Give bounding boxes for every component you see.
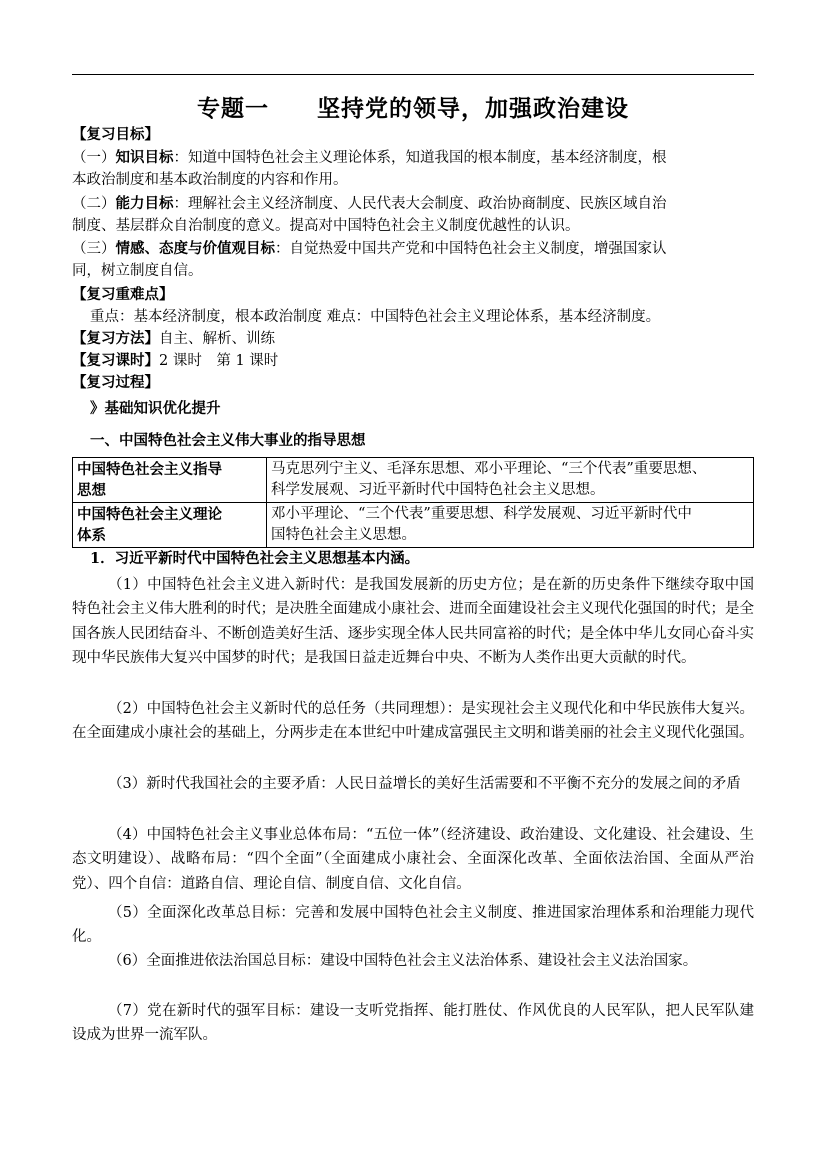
objective-1-cont: 本政治制度和基本政治制度的内容和作用。 [72,172,348,188]
objective-label: 情感、态度与价值观目标 [115,240,275,257]
paragraph-7: （7）党在新时代的强军目标：建设一支听党指挥、能打胜仗、作风优良的人民军队，把人民军队建设成为世界一流军队。 [72,1003,754,1044]
objective-2-cont: 制度、基层群众自治制度的意义。提高对中国特色社会主义制度优越性的认识。 [72,218,580,234]
key-points-heading: 【复习重难点】 [72,286,174,303]
objective-prefix: （二） [72,196,116,212]
objective-label: 知识目标 [115,149,174,166]
paragraph-5: （5）全面深化改革总目标：完善和发展中国特色社会主义制度、推进国家治理体系和治理能力现代化。 [72,905,754,946]
objective-3-cont: 同，树立制度自信。 [72,263,203,279]
objective-prefix: （三） [72,241,116,257]
objective-text: 知道中国特色社会主义理论体系，知道我国的根本制度，基本经济制度，根 [188,150,667,166]
hours-heading: 【复习课时】 [72,352,159,369]
paragraph-4: （4）中国特色社会主义事业总体布局：“五位一体”（经济建设、政治建设、文化建设、社会建设、生态文明建设）、战略布局：“四个全面”（全面建成小康社会、全面深化改革、全面依法治国、全面从严治党）、四个自信：道路自信、理论自信、制度自信、文化自信。 [72,827,754,892]
objective-3: （三）情感、态度与价值观目标：自觉热爱中国共产党和中国特色社会主义制度，增强国家认 [72,240,667,257]
content-subheading: 1．习近平新时代中国特色社会主义思想基本内涵。 [90,550,420,567]
objectives-heading: 【复习目标】 [72,126,159,143]
header-rule [72,74,754,75]
process-heading: 【复习过程】 [72,374,159,391]
objective-text: 自觉热爱中国共产党和中国特色社会主义制度，增强国家认 [289,241,667,257]
guiding-thought-table [72,457,754,548]
basic-section-heading: 》基础知识优化提升 [90,400,221,417]
objective-label: 能力目标 [115,195,174,212]
paragraph-2: （2）中国特色社会主义新时代的总任务（共同理想）：是实现社会主义现代化和中华民族伟大复兴。在全面建成小康社会的基础上，分两步走在本世纪中叶建成富强民主文明和谐美丽的社会主义现代化强国。 [72,701,754,742]
method-text: 自主、解析、训练 [159,331,275,347]
paragraph-3: （3）新时代我国社会的主要矛盾：人民日益增长的美好生活需要和不平衡不充分的发展之间的矛盾 [108,776,741,792]
key-points-text: 重点：基本经济制度，根本政治制度 难点：中国特色社会主义理论体系，基本经济制度。 [90,309,661,325]
section-one-heading: 一、中国特色社会主义伟大事业的指导思想 [90,432,366,449]
method-heading: 【复习方法】 [72,330,159,347]
objective-text: 理解社会主义经济制度、人民代表大会制度、政治协商制度、民族区域自治 [188,196,667,212]
paragraph-1: （1）中国特色社会主义进入新时代：是我国发展新的历史方位；是在新的历史条件下继续夺取中国特色社会主义伟大胜利的时代；是决胜全面建成小康社会、进而全面建设社会主义现代化强国的时代；是全国各族人民团结奋斗、不断创造美好生活、逐步实现全体人民共同富裕的时代；是全体中华儿女同心奋斗实现中华民族伟大复兴中国梦的时代；是我国日益走近舞台中央、不断为人类作出更大贡献的时代。 [72,577,754,667]
table-row [73,503,754,548]
method-line [72,328,754,350]
objective-prefix: （一） [72,150,116,166]
hours-line [72,350,754,372]
page-title: 专题一 坚持党的领导，加强政治建设 [197,95,629,122]
paragraph-6: （6）全面推进依法治国总目标：建设中国特色社会主义法治体系、建设社会主义法治国家。 [108,953,698,969]
table-value-cell: 邓小平理论、“三个代表”重要思想、科学发展观、习近平新时代中 国特色社会主义思想。 [267,503,754,548]
table-key-cell: 中国特色社会主义理论 体系 [73,503,267,548]
objective-1: （一）知识目标：知道中国特色社会主义理论体系，知道我国的根本制度，基本经济制度，根 [72,149,667,166]
table-row [73,458,754,503]
objective-2: （二）能力目标：理解社会主义经济制度、人民代表大会制度、政治协商制度、民族区域自治 [72,195,667,212]
hours-text: 2 课时 第 1 课时 [159,353,279,369]
table-value-cell: 马克思列宁主义、毛泽东思想、邓小平理论、“三个代表”重要思想、 科学发展观、习近平新时代中国特色社会主义思想。 [267,458,754,503]
table-key-cell: 中国特色社会主义指导 思想 [73,458,267,503]
